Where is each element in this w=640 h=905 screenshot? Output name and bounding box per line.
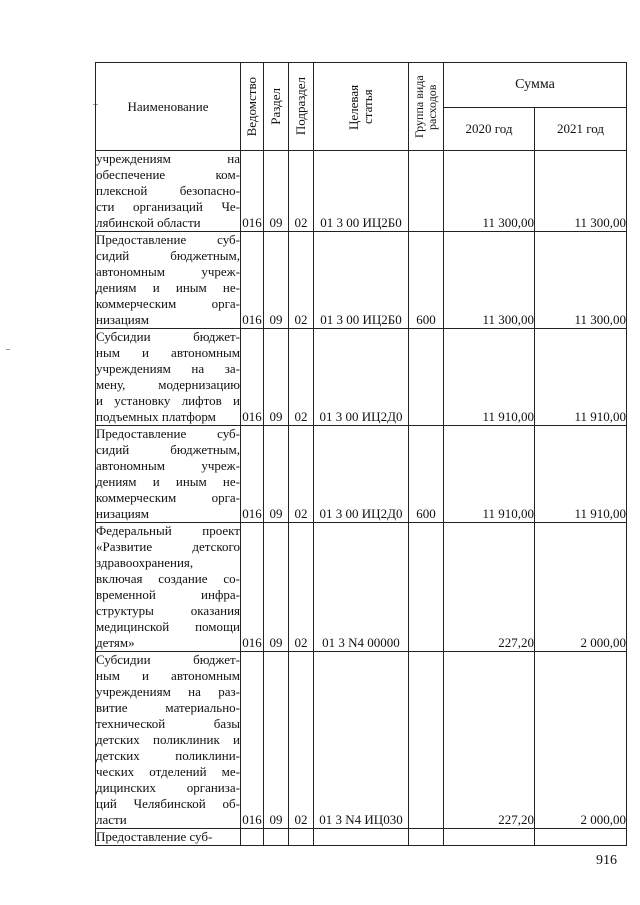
row-name-line: лябинской области	[96, 215, 201, 230]
row-name-line: подъемных платформ	[96, 409, 216, 424]
row-sum-2020: 11 910,00	[444, 329, 535, 426]
row-name-line: Субсидии бюджет-	[96, 329, 240, 344]
row-name-line: и установку лифтов и	[96, 393, 240, 408]
row-sum-2020	[444, 829, 535, 846]
row-celevaya-statya: 01 3 00 ИЦ2Д0	[314, 426, 409, 523]
row-razdel: 09	[264, 151, 289, 232]
page-number: 916	[596, 853, 617, 868]
row-name-line: мену, модернизацию	[96, 377, 240, 392]
row-sum-2021: 2 000,00	[535, 652, 627, 829]
row-sum-2021	[535, 829, 627, 846]
row-razdel: 09	[264, 232, 289, 329]
row-razdel: 09	[264, 426, 289, 523]
row-sum-2021: 11 910,00	[535, 329, 627, 426]
table-row	[96, 523, 627, 652]
row-name-line: «Развитие детского	[96, 539, 240, 554]
header-name: Наименование	[96, 63, 241, 151]
row-name-line: ций Челябинской об-	[96, 796, 240, 811]
row-gruppa	[409, 151, 444, 232]
header-year-2021: 2021 год	[535, 108, 627, 151]
row-gruppa	[409, 523, 444, 652]
row-name-line: сидий бюджетным,	[96, 248, 240, 263]
row-name-line: сти организаций Че-	[96, 199, 240, 214]
row-podrazdel: 02	[289, 652, 314, 829]
row-podrazdel: 02	[289, 232, 314, 329]
row-celevaya-statya: 01 3 N4 ИЦ030	[314, 652, 409, 829]
row-vedomstvo: 016	[241, 329, 264, 426]
table-body	[96, 151, 627, 846]
row-gruppa: 600	[409, 426, 444, 523]
row-name-line: обеспечение ком-	[96, 167, 240, 182]
row-name-line: Предоставление суб-	[96, 426, 240, 441]
row-name-line: Предоставление суб-	[96, 829, 213, 844]
header-year-2020: 2020 год	[444, 108, 535, 151]
row-name-line: дицинских организа-	[96, 780, 240, 795]
table-row	[96, 652, 627, 829]
row-celevaya-statya	[314, 829, 409, 846]
row-vedomstvo: 016	[241, 232, 264, 329]
row-podrazdel: 02	[289, 426, 314, 523]
row-name-line: ческих отделений ме-	[96, 764, 240, 779]
row-sum-2020: 11 910,00	[444, 426, 535, 523]
budget-table	[95, 62, 627, 846]
row-name-line: детям»	[96, 635, 135, 650]
row-name-line: сидий бюджетным,	[96, 442, 240, 457]
row-sum-2020: 227,20	[444, 523, 535, 652]
row-name-line: ным и автономным	[96, 668, 240, 683]
row-name-line: детских поликлиник и	[96, 732, 240, 747]
row-vedomstvo	[241, 829, 264, 846]
row-celevaya-statya: 01 3 N4 00000	[314, 523, 409, 652]
row-name	[96, 652, 241, 829]
row-name-line: учреждениям на за-	[96, 361, 240, 376]
row-name-line: Предоставление суб-	[96, 232, 240, 247]
row-name-line: автономным учреж-	[96, 264, 240, 279]
row-sum-2021: 11 910,00	[535, 426, 627, 523]
row-podrazdel: 02	[289, 329, 314, 426]
row-name-line: Субсидии бюджет-	[96, 652, 240, 667]
row-razdel: 09	[264, 329, 289, 426]
row-gruppa: 600	[409, 232, 444, 329]
header-vedomstvo: Ведомство	[241, 63, 264, 151]
row-name-line: низациям	[96, 506, 149, 521]
row-name-line: медицинской помощи	[96, 619, 240, 634]
header-razdel: Раздел	[264, 63, 289, 151]
header-celevaya-statya: Целевая статья	[314, 63, 409, 151]
row-razdel: 09	[264, 523, 289, 652]
row-name-line: технической базы	[96, 716, 240, 731]
row-name-line: включая создание со-	[96, 571, 240, 586]
row-gruppa	[409, 652, 444, 829]
row-sum-2021: 11 300,00	[535, 151, 627, 232]
row-name-line: коммерческим орга-	[96, 296, 240, 311]
table-row	[96, 829, 627, 846]
row-podrazdel: 02	[289, 151, 314, 232]
row-celevaya-statya: 01 3 00 ИЦ2Б0	[314, 232, 409, 329]
row-sum-2021: 11 300,00	[535, 232, 627, 329]
header-podrazdel: Подраздел	[289, 63, 314, 151]
row-sum-2020: 11 300,00	[444, 232, 535, 329]
row-name-line: Федеральный проект	[96, 523, 240, 538]
header-summa: Сумма	[444, 63, 627, 108]
row-name-line: структуры оказания	[96, 603, 240, 618]
scan-mark	[6, 349, 10, 350]
table-row	[96, 426, 627, 523]
row-razdel: 09	[264, 652, 289, 829]
row-sum-2020: 227,20	[444, 652, 535, 829]
row-celevaya-statya: 01 3 00 ИЦ2Б0	[314, 151, 409, 232]
table-row	[96, 232, 627, 329]
row-name	[96, 232, 241, 329]
row-name-line: коммерческим орга-	[96, 490, 240, 505]
row-vedomstvo: 016	[241, 523, 264, 652]
row-name-line: плексной безопасно-	[96, 183, 240, 198]
header-gruppa-vida-rashodov: Группа вида расходов	[409, 63, 444, 151]
row-name-line: детских поликлини-	[96, 748, 240, 763]
row-vedomstvo: 016	[241, 151, 264, 232]
row-name-line: дениям и иным не-	[96, 280, 240, 295]
row-celevaya-statya: 01 3 00 ИЦ2Д0	[314, 329, 409, 426]
row-sum-2021: 2 000,00	[535, 523, 627, 652]
row-name-line: здравоохранения,	[96, 555, 194, 570]
row-vedomstvo: 016	[241, 426, 264, 523]
table-row	[96, 151, 627, 232]
row-gruppa	[409, 329, 444, 426]
row-name-line: ласти	[96, 812, 127, 827]
row-name-line: ным и автономным	[96, 345, 240, 360]
row-name	[96, 151, 241, 232]
row-podrazdel: 02	[289, 523, 314, 652]
row-name-line: низациям	[96, 312, 149, 327]
row-name-line: витие материально-	[96, 700, 240, 715]
row-name	[96, 329, 241, 426]
row-gruppa	[409, 829, 444, 846]
row-sum-2020: 11 300,00	[444, 151, 535, 232]
table-header	[96, 63, 627, 151]
row-name-line: учреждениям на	[96, 151, 240, 166]
table-row	[96, 329, 627, 426]
row-name	[96, 523, 241, 652]
row-name	[96, 426, 241, 523]
row-name-line: автономным учреж-	[96, 458, 240, 473]
row-vedomstvo: 016	[241, 652, 264, 829]
row-name	[96, 829, 241, 846]
row-name-line: временной инфра-	[96, 587, 240, 602]
row-name-line: дениям и иным не-	[96, 474, 240, 489]
row-name-line: учреждениям на раз-	[96, 684, 240, 699]
row-razdel	[264, 829, 289, 846]
row-podrazdel	[289, 829, 314, 846]
